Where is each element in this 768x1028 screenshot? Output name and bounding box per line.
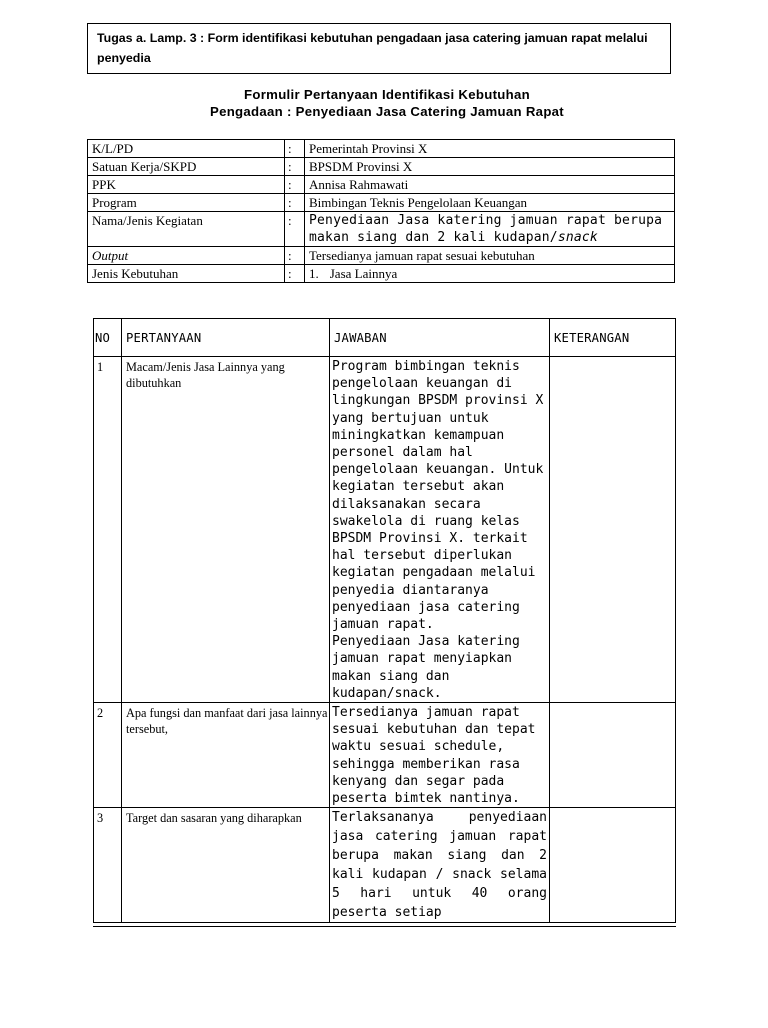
row-note [550,808,676,923]
row-number: 2 [94,703,122,808]
header-jawaban: JAWABAN [330,319,550,357]
row-question: Target dan sasaran yang diharapkan [122,808,330,923]
info-label: K/L/PD [88,140,285,158]
output-label-italic: Output [92,248,129,263]
info-label: PPK [88,176,285,194]
info-value: BPSDM Provinsi X [305,158,675,176]
row-note [550,357,676,703]
form-title-line2: Pengadaan : Penyediaan Jasa Catering Jamuan Rapat [209,104,565,119]
header-pertanyaan: PERTANYAAN [122,319,330,357]
info-table [87,139,675,283]
row-question: Apa fungsi dan manfaat dari jasa lainnya tersebut, [122,703,330,808]
qa-row-3 [94,808,676,923]
info-colon: : [285,158,305,176]
info-row-program [88,194,675,212]
row-number: 1 [94,357,122,703]
info-row-satker [88,158,675,176]
info-row-output [88,247,675,265]
row-note [550,703,676,808]
info-value: Bimbingan Teknis Pengelolaan Keuangan [305,194,675,212]
qa-row-2 [94,703,676,808]
info-colon: : [285,212,305,247]
info-colon: : [285,194,305,212]
kegiatan-italic: snack [557,230,598,245]
info-colon: : [285,247,305,265]
task-header-text: Tugas a. Lamp. 3 : Form identifikasi kebutuhan pengadaan jasa catering jamuan rapat melalui penyedia [97,31,648,65]
task-header-box [87,23,671,74]
qa-row-1 [94,357,676,703]
header-no: NO [94,319,122,357]
row-question: Macam/Jenis Jasa Lainnya yang dibutuhkan [122,357,330,703]
table-bottom-border [93,926,676,927]
info-value: Annisa Rahmawati [305,176,675,194]
qa-table [93,318,676,923]
info-colon: : [285,176,305,194]
info-label: Program [88,194,285,212]
row-number: 3 [94,808,122,923]
header-keterangan: KETERANGAN [550,319,676,357]
info-row-kl [88,140,675,158]
info-row-ppk [88,176,675,194]
kegiatan-text: Penyediaan Jasa katering jamuan rapat berupa makan siang dan 2 kali kudapan/ [309,213,663,245]
qa-header-row [94,319,676,357]
answer-paragraph: Program bimbingan teknis pengelolaan keuangan di lingkungan BPSDM provinsi X yang bertujuan untuk miningkatkan kemampuan personel dalam hal pengelolaan keuangan. Untuk kegiatan tersebut akan dilaksanakan secara swakelola di ruang kelas BPSDM Provinsi X. terkait hal tersebut diperlukan kegiatan pengadaan melalui penyedia diantaranya penyediaan jasa catering jamuan rapat. [332,359,544,633]
info-value: Pemerintah Provinsi X [305,140,675,158]
info-colon: : [285,140,305,158]
answer-paragraph: Penyediaan Jasa katering jamuan rapat menyiapkan makan siang dan kudapan/snack. [332,634,520,701]
answer-paragraph: Tersedianya jamuan rapat sesuai kebutuhan dan tepat waktu sesuai schedule, sehingga memberikan rasa kenyang dan segar pada peserta bimtek nantinya. [332,705,536,807]
info-colon: : [285,265,305,283]
row-answer [330,808,550,923]
form-title-line1: Formulir Pertanyaan Identifikasi Kebutuhan [244,87,530,102]
info-row-jenis [88,265,675,283]
jenis-text: Jasa Lainnya [329,266,398,281]
info-value [305,212,675,247]
row-answer [330,357,550,703]
page-bottom-clip [93,928,676,1028]
answer-paragraph: Terlaksananya penyediaan jasa catering jamuan rapat berupa makan siang dan 2 kali kudapan / snack selama 5 hari untuk 40 orang peserta setiap [332,810,547,921]
info-label: Jenis Kebutuhan [88,265,285,283]
info-row-kegiatan [88,212,675,247]
info-label: Satuan Kerja/SKPD [88,158,285,176]
info-label [88,247,285,265]
info-label: Nama/Jenis Kegiatan [88,212,285,247]
row-answer [330,703,550,808]
info-value [305,265,675,283]
jenis-number: 1. [309,266,319,281]
info-value: Tersedianya jamuan rapat sesuai kebutuhan [305,247,675,265]
